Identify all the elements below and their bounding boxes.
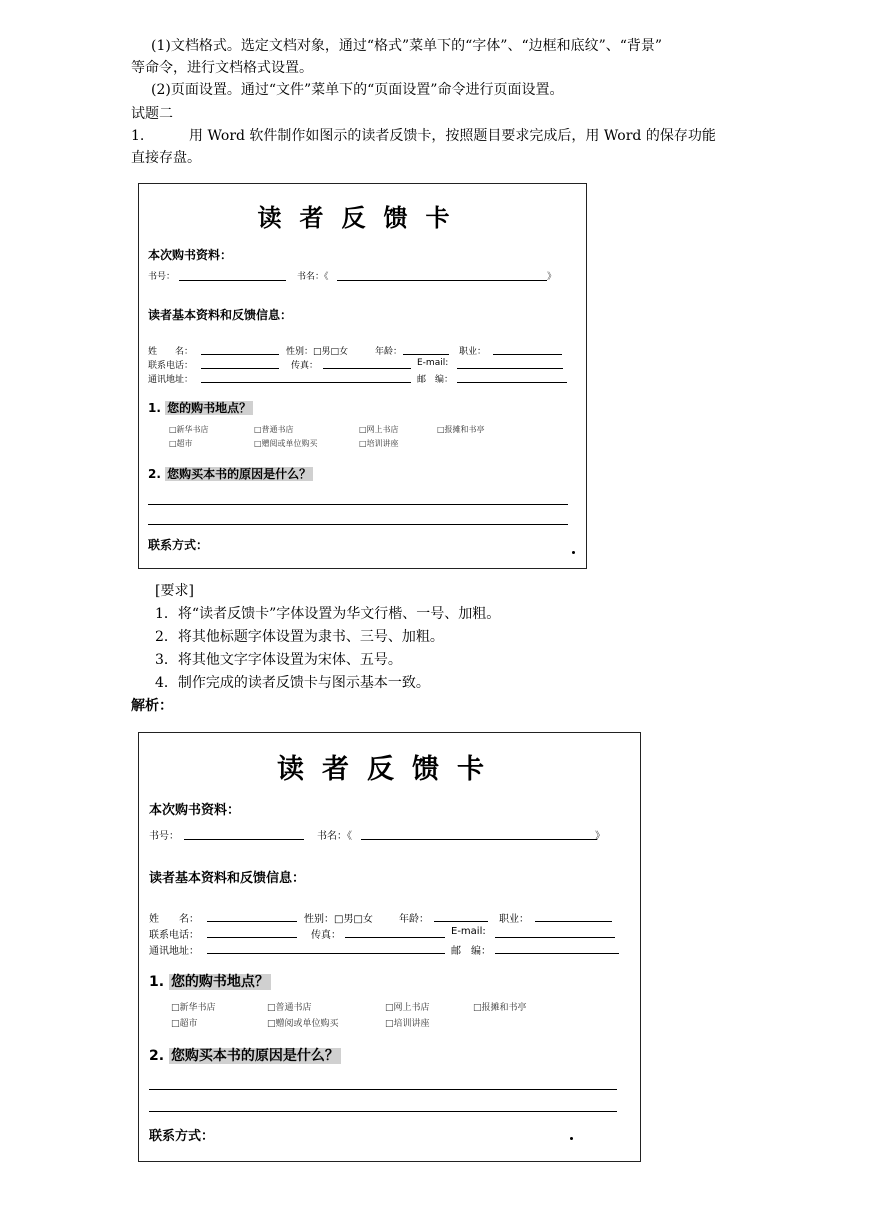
feedback-card-figure [138,183,587,569]
option-supermarket: □超市 [169,439,193,448]
question-1-number: 1. [149,974,165,990]
question-1-text: 您的购书地点？ [170,974,269,990]
gender-label: 性别：□男□女 [304,914,373,925]
dot-mark [570,1137,573,1140]
option-kiosk: □报摊和书亭 [473,1003,527,1013]
email-label: E-mail: [451,926,486,937]
book-name-blank [361,839,597,840]
requirements-header: [要求] [155,583,194,599]
intro-paragraph-1: (1)文档格式。选定文档对象，通过“格式”菜单下的“字体”、“边框和底纹”、“背景” [151,38,663,54]
fax-label: 传真： [311,930,341,941]
email-blank [495,937,615,938]
option-ordinary: □普通书店 [267,1003,312,1013]
question-2-text: 您购买本书的原因是什么？ [170,1048,339,1064]
requirement-item: 2．将其他标题字体设置为隶书、三号、加粗。 [155,629,444,645]
answer-line-1 [149,1089,617,1090]
zip-label: 邮 编： [451,946,491,957]
name-blank [201,354,279,355]
question-line [131,126,716,146]
question-text: 用 Word 软件制作如图示的读者反馈卡，按照题目要求完成后，用 Word 的保存功能 [189,128,716,144]
requirement-item: 3．将其他文字字体设置为宋体、五号。 [155,652,402,668]
card-heading-reader: 读者基本资料和反馈信息： [149,871,306,886]
job-label: 职业： [499,914,529,925]
address-label: 通讯地址： [148,375,194,385]
intro-paragraph-1-cont: 等命令，进行文档格式设置。 [131,60,313,76]
zip-blank [495,953,619,954]
book-no-label: 书号： [149,831,179,842]
book-name-label: 书名：《 [317,831,352,842]
option-xinhua: □新华书店 [169,425,209,434]
requirement-item: 4．制作完成的读者反馈卡与图示基本一致。 [155,675,430,691]
option-online: □网上书店 [385,1003,430,1013]
age-blank [403,354,449,355]
phone-label: 联系电话： [148,361,194,371]
zip-label: 邮 编： [417,375,454,385]
address-label: 通讯地址： [149,946,199,957]
book-name-blank [337,280,547,281]
book-no-blank [179,280,286,281]
phone-blank [201,368,279,369]
option-gift: □赠阅或单位购买 [267,1019,339,1029]
book-name-close: 》 [595,831,605,842]
age-label: 年龄： [375,347,403,357]
phone-label: 联系电话： [149,930,199,941]
age-blank [434,921,488,922]
book-no-blank [184,839,304,840]
option-supermarket: □超市 [171,1019,198,1029]
gender-label: 性别：□男□女 [286,347,349,357]
answer-line-2 [149,1111,617,1112]
option-training: □培训讲座 [385,1019,430,1029]
question-number: 1. [131,128,145,144]
phone-blank [207,937,297,938]
name-blank [207,921,297,922]
question-2 [148,465,313,482]
card-heading-purchase: 本次购书资料： [149,803,241,818]
question-2-number: 2. [149,1048,165,1064]
email-blank [457,368,563,369]
address-blank [207,953,445,954]
book-name-label: 书名：《 [297,272,329,282]
job-blank [535,921,612,922]
option-xinhua: □新华书店 [171,1003,216,1013]
book-no-label: 书号： [148,272,176,282]
book-name-close: 》 [547,272,557,282]
fax-blank [323,368,411,369]
question-2-number: 2. [148,467,161,481]
dot-mark [572,551,575,554]
name-label: 姓 名： [148,347,194,357]
card-heading-reader: 读者基本资料和反馈信息： [148,308,293,322]
option-training: □培训讲座 [359,439,399,448]
contact-label: 联系方式： [149,1129,215,1144]
question-2-text: 您购买本书的原因是什么？ [167,467,312,481]
requirement-item: 1．将“读者反馈卡”字体设置为华文行楷、一号、加粗。 [155,606,501,622]
job-label: 职业： [459,347,487,357]
question-2 [149,1045,341,1065]
question-text-cont: 直接存盘。 [131,150,201,166]
card-title: 读者反馈卡 [277,754,502,785]
job-blank [493,354,562,355]
age-label: 年龄： [399,914,429,925]
zip-blank [457,382,567,383]
question-1 [149,971,271,991]
card-heading-purchase: 本次购书资料： [148,248,233,262]
answer-line-1 [148,504,568,505]
address-blank [201,382,411,383]
name-label: 姓 名： [149,914,199,925]
question-1-number: 1. [148,401,161,415]
option-gift: □赠阅或单位购买 [254,439,318,448]
option-kiosk: □报摊和书亭 [437,425,485,434]
email-label: E-mail: [417,358,449,368]
card-title: 读者反馈卡 [257,203,468,232]
question-1-text: 您的购书地点？ [167,401,252,415]
fax-label: 传真： [291,361,319,371]
contact-label: 联系方式： [148,538,209,552]
feedback-card-answer [138,732,641,1162]
option-ordinary: □普通书店 [254,425,294,434]
answer-label: 解析： [131,698,173,714]
fax-blank [345,937,445,938]
answer-line-2 [148,524,568,525]
section-title: 试题二 [131,106,173,122]
question-1 [148,399,253,416]
intro-paragraph-2: (2)页面设置。通过“文件”菜单下的“页面设置”命令进行页面设置。 [151,82,564,98]
option-online: □网上书店 [359,425,399,434]
